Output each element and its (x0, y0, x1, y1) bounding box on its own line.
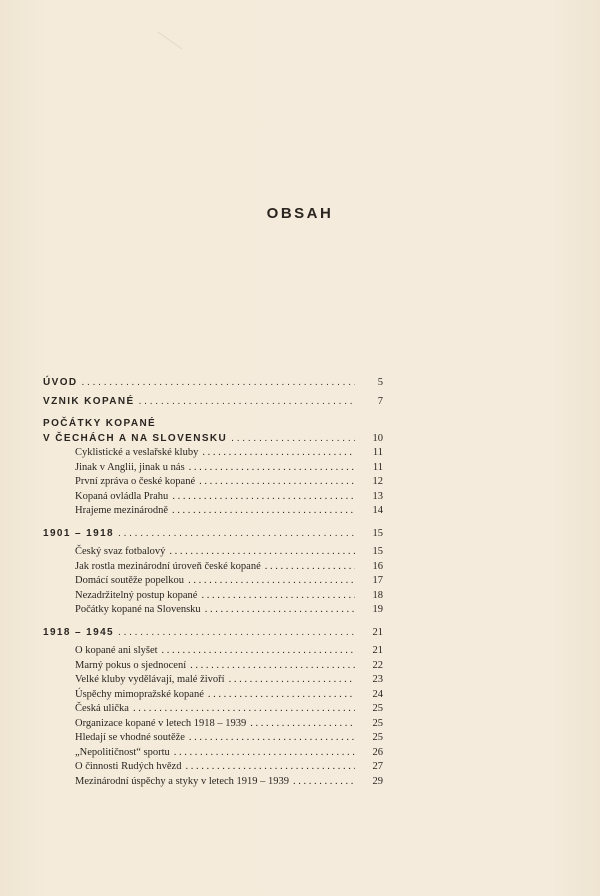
toc-page-number: 11 (372, 461, 383, 473)
toc-page-number: 15 (372, 546, 383, 557)
toc-label: „Nepolitičnost“ sportu (75, 746, 170, 758)
toc-label: O kopané ani slyšet (75, 645, 158, 656)
toc-label: Cyklistické a veslařské kluby (75, 447, 199, 458)
paper-crease (157, 31, 182, 49)
toc-leader-dots (202, 446, 355, 461)
toc-label: Úspěchy mimopražské kopané (75, 688, 204, 700)
toc-entry (43, 673, 383, 688)
toc-label: 1901 – 1918 (43, 527, 115, 539)
toc-entry (43, 603, 383, 618)
toc-label: VZNIK KOPANÉ (43, 395, 135, 407)
toc-leader-dots (139, 395, 355, 410)
toc-leader-dots (190, 659, 355, 674)
toc-label: Český svaz fotbalový (75, 546, 166, 557)
toc-entry (43, 717, 383, 732)
toc-page-number: 12 (372, 476, 383, 487)
toc-leader-dots (188, 574, 355, 589)
toc-label: Hledají se vhodné soutěže (75, 732, 185, 743)
toc-label: Počátky kopané na Slovensku (75, 604, 201, 615)
toc-leader-dots (208, 688, 355, 703)
toc-section (43, 376, 383, 391)
toc-leader-dots (265, 560, 355, 575)
table-of-contents (43, 376, 383, 789)
toc-entry (43, 461, 383, 476)
toc-label: První zpráva o české kopané (75, 476, 196, 487)
toc-entry (43, 504, 383, 519)
toc-entry (43, 731, 383, 746)
toc-entry (43, 659, 383, 674)
toc-label: Organizace kopané v letech 1918 – 1939 (75, 717, 247, 729)
toc-page-number: 22 (372, 659, 383, 671)
toc-label: Česká ulička (75, 703, 129, 714)
toc-leader-dots (205, 603, 355, 618)
toc-page-number: 17 (372, 575, 383, 586)
toc-leader-dots (172, 504, 355, 519)
toc-label: 1918 – 1945 (43, 626, 115, 638)
toc-entry (43, 644, 383, 659)
toc-leader-dots (169, 545, 355, 560)
toc-section (43, 626, 383, 641)
toc-leader-dots (118, 626, 355, 641)
toc-leader-dots (201, 589, 355, 604)
toc-page-number: 29 (372, 775, 383, 787)
toc-entry (43, 545, 383, 560)
toc-label: V ČECHÁCH A NA SLOVENSKU (43, 432, 228, 444)
toc-page-number: 15 (372, 527, 383, 539)
toc-label: Hrajeme mezinárodně (75, 505, 168, 516)
toc-label: Jak rostla mezinárodní úroveň české kopané (75, 560, 261, 572)
toc-leader-dots (162, 644, 355, 659)
toc-leader-dots (133, 702, 355, 717)
toc-page-number: 21 (372, 626, 383, 638)
toc-page-number: 24 (372, 688, 383, 700)
toc-leader-dots (250, 717, 355, 732)
toc-entry (43, 490, 383, 505)
toc-label: O činnosti Rudých hvězd (75, 761, 182, 772)
toc-section (43, 395, 383, 410)
toc-page-number: 16 (372, 560, 383, 572)
toc-entry (43, 746, 383, 761)
toc-leader-dots (293, 775, 355, 790)
toc-label: Mezinárodní úspěchy a styky v letech 1919 – 1939 (75, 775, 290, 787)
toc-leader-dots (82, 376, 356, 391)
toc-page-number: 25 (372, 703, 383, 714)
toc-entry (43, 688, 383, 703)
toc-leader-dots (189, 731, 355, 746)
toc-page-number: 11 (372, 447, 383, 458)
toc-entry (43, 475, 383, 490)
toc-leader-dots (189, 461, 355, 476)
toc-leader-dots (118, 527, 355, 542)
toc-page-number: 5 (377, 377, 383, 388)
toc-entry (43, 560, 383, 575)
toc-label: Domácí soutěže popelkou (75, 575, 185, 586)
toc-section-line1 (43, 417, 383, 432)
toc-page-number: 10 (372, 432, 383, 444)
toc-entry (43, 446, 383, 461)
toc-label: Marný pokus o sjednocení (75, 659, 187, 671)
toc-label: Jinak v Anglii, jinak u nás (75, 461, 185, 473)
toc-section (43, 432, 383, 447)
toc-page-number: 18 (372, 589, 383, 601)
toc-page-number: 27 (372, 761, 383, 772)
toc-page-number: 25 (372, 717, 383, 729)
toc-entry (43, 760, 383, 775)
toc-leader-dots (199, 475, 355, 490)
toc-leader-dots (185, 760, 355, 775)
toc-leader-dots (174, 746, 355, 761)
toc-leader-dots (172, 490, 355, 505)
toc-page-number: 19 (372, 604, 383, 615)
toc-entry (43, 589, 383, 604)
toc-page-number: 21 (372, 645, 383, 656)
toc-label: POČÁTKY KOPANÉ (43, 418, 157, 429)
toc-page-number: 26 (372, 746, 383, 758)
toc-page-number: 23 (372, 674, 383, 685)
toc-entry (43, 702, 383, 717)
toc-page-number: 25 (372, 732, 383, 743)
toc-label: Velké kluby vydělávají, malé živoří (75, 674, 225, 685)
toc-page-number: 13 (372, 490, 383, 502)
toc-entry (43, 574, 383, 589)
toc-page-number: 14 (372, 505, 383, 516)
toc-label: Kopaná ovládla Prahu (75, 490, 169, 502)
toc-page-number: 7 (377, 395, 383, 407)
toc-leader-dots (229, 673, 355, 688)
page-title: OBSAH (266, 205, 334, 222)
toc-label: Nezadržitelný postup kopané (75, 589, 198, 601)
toc-section (43, 527, 383, 542)
toc-entry (43, 775, 383, 790)
toc-label: ÚVOD (43, 377, 78, 388)
toc-leader-dots (231, 432, 355, 447)
